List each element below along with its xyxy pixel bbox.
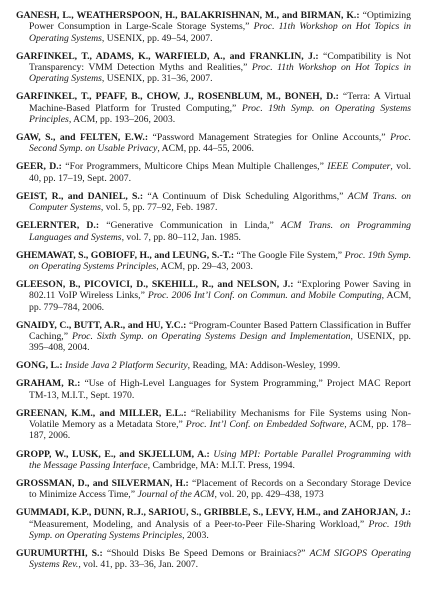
reference-authors: GURUMURTHI, S.:	[16, 548, 103, 560]
reference-venue: Proc. Second Symp. on Usable Privacy	[29, 132, 411, 155]
reference-venue: Proc. 19th Symp. on Operating Systems Principles	[29, 102, 411, 125]
reference-entry	[16, 132, 411, 155]
reference-details: , vol. 20, pp. 429–438, 1973	[214, 489, 324, 501]
reference-details: , ACM, pp. 779–784, 2006.	[29, 290, 411, 313]
reference-title: “Reliability Mechanisms for File Systems using Non-Volatile Memory as a Metadata Store,”	[29, 407, 411, 431]
reference-venue: Inside Java 2 Platform Security	[64, 360, 188, 372]
reference-venue: Proc. 11th Workshop on Hot Topics in Operating Systems	[29, 61, 411, 85]
reference-details: , Cambridge, MA: M.I.T. Press, 1994.	[147, 459, 295, 471]
reference-details: , vol. 7, pp. 80–112, Jan. 1985.	[121, 231, 241, 243]
reference-entry	[16, 51, 411, 85]
reference-venue: IEEE Computer	[327, 161, 391, 173]
reference-venue: Proc. 11th Workshop on Hot Topics in Operating Systems	[29, 21, 411, 44]
reference-authors: GRAHAM, R.:	[16, 378, 81, 390]
reference-authors: GARFINKEL, T., ADAMS, K., WARFIELD, A., and FRANKLIN, J.:	[16, 50, 319, 62]
reference-entry	[16, 478, 411, 501]
reference-venue: Proc. 19th Symp. on Operating Systems Principles	[29, 249, 411, 272]
reference-authors: GROPP, W., LUSK, E., and SKJELLUM, A.:	[16, 448, 210, 460]
reference-title: “Optimizing Power Consumption in Large-Scale Storage Systems,”	[29, 10, 411, 33]
reference-title: “Placement of Records on a Secondary Storage Device to Minimize Access Time,”	[29, 477, 411, 501]
reference-authors: GEIST, R., and DANIEL, S.:	[16, 190, 144, 202]
reference-authors: GREENAN, K.M., and MILLER, E.L.:	[16, 407, 187, 419]
reference-entry	[16, 161, 411, 184]
reference-title: “A Continuum of Disk Scheduling Algorithms,”	[143, 190, 348, 202]
reference-authors: GAW, S., and FELTEN, E.W.:	[16, 132, 149, 144]
reference-details: , ACM, pp. 29–43, 2003.	[156, 260, 253, 272]
reference-venue: ACM SIGOPS Operating Systems Rev.	[29, 548, 411, 571]
reference-title: “Generative Communication in Linda,”	[99, 220, 281, 232]
reference-authors: GONG, L.:	[16, 360, 63, 372]
reference-details: , Reading, MA: Addison-Wesley, 1999.	[187, 360, 341, 372]
reference-title: “Should Disks Be Speed Demons or Brainiacs?”	[102, 548, 310, 560]
reference-authors: GARFINKEL, T., PFAFF, B., CHOW, J., ROSENBLUM, M., BONEH, D.:	[16, 91, 339, 103]
reference-entry	[16, 10, 411, 44]
reference-details: , ACM, pp. 44–55, 2006.	[157, 143, 254, 155]
reference-title: “Program-Counter Based Pattern Classification in Buffer Caching,”	[29, 319, 411, 342]
reference-authors: GANESH, L., WEATHERSPOON, H., BALAKRISHNAN, M., and BIRMAN, K.:	[16, 10, 360, 21]
reference-title: “Compatibility is Not Transparency: VMM Detection Myths and Realities,”	[29, 50, 411, 73]
reference-details: , USENIX, pp. 395–408, 2004.	[29, 331, 411, 354]
reference-title: “For Programmers, Multicore Chips Mean Multiple Challenges,”	[61, 161, 328, 173]
reference-details: , vol. 40, pp. 17–19, Sept. 2007.	[29, 161, 411, 184]
reference-venue: Proc. 2006 Int’l Conf. on Commun. and Mobile Computing	[147, 290, 382, 302]
reference-entry	[16, 548, 411, 571]
reference-authors: GROSSMAN, D., and SILVERMAN, H.:	[16, 477, 189, 489]
reference-details: , vol. 41, pp. 33–36, Jan. 2007.	[78, 559, 199, 571]
reference-list	[16, 10, 411, 577]
reference-authors: GELERNTER, D.:	[16, 220, 100, 232]
reference-title: “Measurement, Modeling, and Analysis of a Peer-to-Peer File-Sharing Workload,”	[29, 518, 369, 530]
reference-entry	[16, 279, 411, 313]
reference-entry	[16, 191, 411, 214]
reference-title: “Exploring Power Saving in 802.11 VoIP Wireless Links,”	[29, 279, 412, 302]
reference-title: “Terra: A Virtual Machine-Based Platform for Trusted Computing,”	[29, 91, 411, 114]
reference-venue: Proc. Int’l Conf. on Embedded Software	[185, 419, 345, 431]
reference-venue: ACM Trans. on Programming Languages and Systems	[29, 220, 412, 243]
reference-entry	[16, 91, 411, 125]
reference-details: , vol. 5, pp. 77–92, Feb. 1987.	[100, 202, 218, 214]
reference-entry	[16, 220, 411, 243]
reference-entry	[16, 507, 411, 541]
reference-venue: Using MPI: Portable Parallel Programming with the Message Passing Interface	[29, 448, 412, 471]
reference-title: “Use of High-Level Languages for System Programming,” Project MAC Report TM-13, M.I.T., Sept. 1970.	[29, 378, 411, 401]
reference-authors: GNAIDY, C., BUTT, A.R., and HU, Y.C.:	[16, 319, 187, 331]
reference-details: , USENIX, pp. 49–54, 2007.	[101, 32, 213, 44]
reference-entry	[16, 250, 411, 273]
reference-authors: GEER, D.:	[16, 161, 62, 173]
reference-details: , 2003.	[182, 529, 209, 541]
reference-authors: GUMMADI, K.P., DUNN, R.J., SARIOU, S., GRIBBLE, S., LEVY, H.M., and ZAHORJAN, J.:	[16, 507, 411, 519]
reference-details: , ACM, pp. 178–187, 2006.	[29, 419, 411, 442]
reference-entry	[16, 449, 411, 472]
reference-authors: GHEMAWAT, S., GOBIOFF, H., and LEUNG, S.-T.:	[16, 249, 235, 261]
reference-details: , ACM, pp. 193–206, 2003.	[68, 113, 176, 125]
reference-venue: Proc. Sixth Symp. on Operating Systems Design and Implementation	[72, 331, 351, 342]
reference-details: , USENIX, pp. 31–36, 2007.	[101, 73, 213, 85]
reference-venue: ACM Trans. on Computer Systems	[29, 190, 412, 214]
reference-entry	[16, 360, 411, 371]
reference-venue: Proc. 19th Symp. on Operating Systems Principles	[29, 518, 411, 541]
reference-authors: GLEESON, B., PICOVICI, D., SKEHILL, R., and NELSON, J.:	[16, 279, 294, 291]
reference-entry	[16, 320, 411, 354]
reference-title: “Password Management Strategies for Online Accounts,”	[148, 132, 391, 144]
reference-entry	[16, 378, 411, 401]
reference-entry	[16, 408, 411, 442]
reference-title: “The Google File System,”	[234, 249, 345, 261]
reference-venue: Journal of the ACM	[137, 489, 215, 501]
